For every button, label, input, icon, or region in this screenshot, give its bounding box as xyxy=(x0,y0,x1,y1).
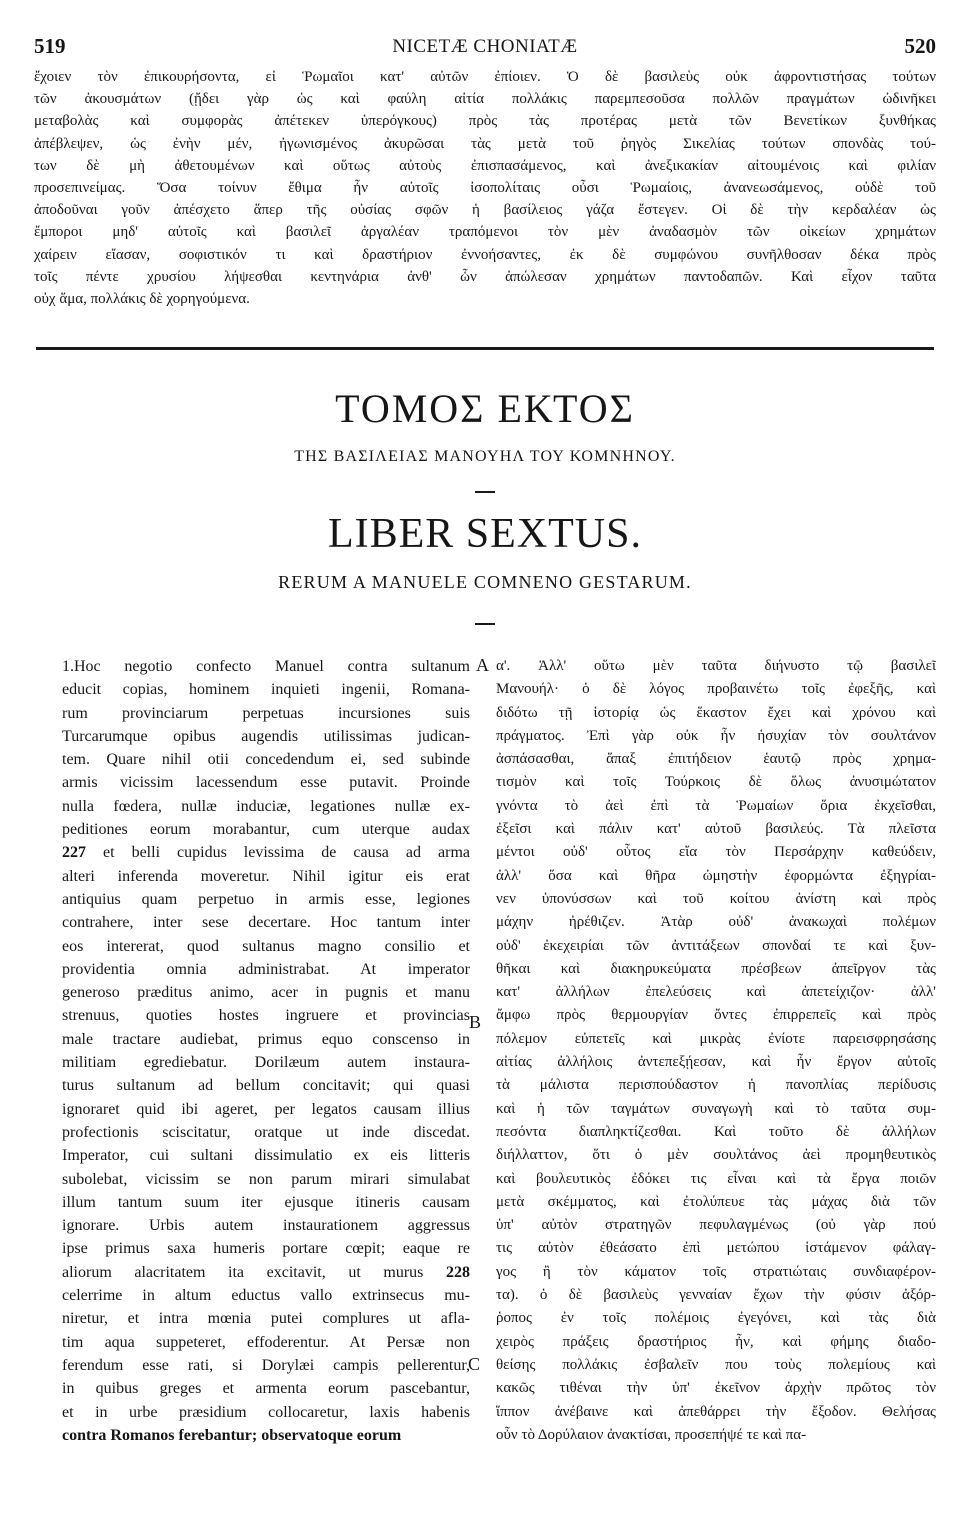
greek-line: α'. Ἀλλ' οὕτω μὲν ταῦτα διήνυστο τῷ βασιλεῖ xyxy=(496,658,936,674)
latin-line: Imperator, cui sultani dissimulatio ex eis litteris xyxy=(62,1147,470,1165)
latin-line: ipse primus saxa humeris portare cœpit; eaque re xyxy=(62,1240,470,1258)
greek-line: μάχην ἠρέθιζεν. Ἀτὰρ οὐδ' ἀνακωχαὶ πολέμων xyxy=(496,914,936,931)
latin-line: militiam egrediebatur. Dorilæum autem instaura- xyxy=(62,1054,470,1072)
margin-letter-b: B xyxy=(469,1012,482,1032)
latin-line: tem. Quare nihil otii concedendum ei, sed subinde xyxy=(62,751,470,769)
tomos-subheading: ΤΗΣ ΒΑΣΙΛΕΙΑΣ ΜΑΝΟΥΗΛ ΤΟΥ ΚΟΜΝΗΝΟΥ. xyxy=(294,448,676,465)
latin-column xyxy=(62,655,470,1447)
text-line: ἀπέβλεψεν, ὡς ἐνὴν μέν, ἠγωνισμένος ἀκυρῶσαι τὰς μετὰ τοῦ ῥηγὸς Σικελίας τούτων σπονδὰς τού- xyxy=(34,135,936,152)
latin-line: antiquius quam perpetuo in armis esse, legiones xyxy=(62,890,470,908)
latin-line: rum provinciarum perpetuas incursiones suis xyxy=(62,704,470,722)
heading-dash xyxy=(475,491,495,493)
latin-line: celerrime in altum eductus vallo extrinsecus mu- xyxy=(62,1287,470,1305)
greek-line: καὶ βουλευτικὸς ἐδόκει τις εἶναι καὶ τὰ ἔργα ποιῶν xyxy=(496,1170,936,1187)
column-number: 227 xyxy=(62,844,86,862)
greek-line: διδότω τῇ ἱστορίᾳ ὡς ἕκαστον ἔχει καὶ χρόνου καὶ xyxy=(496,704,936,721)
greek-line: τα). ὁ δὲ βασιλεὺς γενναίαν ἔχων τὴν φύσιν ἀξόρ- xyxy=(496,1287,936,1304)
latin-line: ignorare. Urbis autem instaurationem aggressus xyxy=(62,1217,470,1235)
text-line: μεταβολὰς καὶ συμφορὰς ἀπέτεκεν ὑπερόγκους) πρὸς τὰς προτέρας μετὰ τῶν Βενετίκων ξυνθήκας xyxy=(34,113,936,130)
latin-line: et in urbe præsidium collocaretur, laxis habenis xyxy=(62,1403,470,1421)
greek-line: ἄμφω πρὸς θερμουργίαν ὄντες ἐπιρρεπεῖς καὶ πρὸς xyxy=(496,1007,936,1024)
page-header xyxy=(34,34,936,62)
latin-line: male tractare audiebat, primus equo conscenso in xyxy=(62,1030,470,1048)
latin-line: eos intererat, quod sultanus magno consilio et xyxy=(62,937,470,955)
greek-line: μέντοι οὐδ' οὗτος εἴα τὸν Περσάρχην καθεύδειν, xyxy=(496,844,936,861)
greek-line: γος ἢ τὸν κάματον τοῖς στρατιώταις συνδιαφέρον- xyxy=(496,1263,936,1280)
latin-line: tim aqua suppeteret, effoderentur. At Persæ non xyxy=(62,1333,470,1351)
latin-line: niretur, et intra mœnia putei complures ut afla- xyxy=(62,1310,470,1328)
latin-line: ferendum esse rati, si Dorylæi campis pellerentur, xyxy=(62,1356,470,1374)
latin-line: alteri inferenda moveretur. Nihil igitur eis erat xyxy=(62,867,470,885)
latin-line: ignoraret quid ibi ageret, per legatos causam illius xyxy=(62,1100,470,1118)
latin-line: aliorum alacritatem ita excitavit, ut murus 228 xyxy=(62,1263,470,1281)
greek-column xyxy=(496,655,936,1447)
greek-line: κακῶς τιθέναι τὴν ὑπ' ἐκεῖνον ἀρχὴν πρῶτος τὸν xyxy=(496,1380,936,1397)
margin-letter-a: A xyxy=(476,655,489,675)
greek-line: νεν ὑπονύσσων καὶ τοῦ κοίτου ἀνίστη καὶ πρὸς xyxy=(496,890,936,907)
greek-line: μετὰ σκέμματος, καὶ ἐτολύπευε τὰς μάχας διὰ τῶν xyxy=(496,1193,936,1210)
greek-line: τισμὸν καὶ τοῖς Τούρκοις δὲ ὅλως ἀνυσιμώτατον xyxy=(496,774,936,791)
text-line: ἔχοιεν τὸν ἐπικουρήσοντα, εἰ Ῥωμαῖοι κατ' αὐτῶν ἐπίοιεν. Ὁ δὲ βασιλεὺς οὐκ ἀφροντιστήσας τούτων xyxy=(34,69,936,85)
latin-line: 1.Hoc negotio confecto Manuel contra sultanum xyxy=(62,658,470,675)
margin-letter-c: C xyxy=(468,1354,481,1374)
heading-dash xyxy=(475,623,495,625)
page-number-right: 520 xyxy=(904,34,936,58)
section-rule xyxy=(36,347,934,350)
latin-line: providentia omnia administrabat. At imperator xyxy=(62,960,470,978)
greek-line: οὖν τὸ Δορύλαιον ἀνακτίσαι, προσεπήψέ τε καὶ πα- xyxy=(496,1426,807,1443)
greek-line: οὐδ' ἐκεχειρίαι τῶν ἀντιτάξεων σπονδαί τε καὶ ξυν- xyxy=(496,937,936,954)
greek-line: διήλλαττον, ὅτι ὁ μὲν σουλτάνος ἀεὶ προμηθευτικὸς xyxy=(496,1147,936,1164)
latin-line: nulla fœdera, nullæ induciæ, legationes nullæ ex- xyxy=(62,797,470,815)
latin-line: 227 et belli cupidus levissima de causa ad arma xyxy=(62,844,470,862)
text-line: χαίρειν εἴασαν, σοφιστικόν τι καὶ δραστήριον ἐννοήσαντες, ἐκ δὲ συμφώνου συνῆλθοσαν δέκα πρὸς xyxy=(34,246,936,263)
liber-subheading: RERUM A MANUELE COMNENO GESTARUM. xyxy=(278,572,692,592)
greek-line: ἵππον ἀνέβαινε καὶ ἀπεθάρρει τὴν ἔξοδον. Θελήσας xyxy=(496,1403,936,1420)
tomos-heading: ΤΟΜΟΣ ΕΚΤΟΣ xyxy=(335,386,635,431)
latin-line: subolebat, vicissim se non parum mirari simulabat xyxy=(62,1170,470,1188)
text-line: προσεπινείμας. Ὅσα τοίνυν ἔθιμα ἦν αὐτοῖς ἰσοπολίταις οὖσι Ῥωμαίοις, ἀνανεωσάμενος, οὐδὲ τοῦ xyxy=(34,179,936,196)
latin-line: turus sultanum ad bellum concitavit; qui quasi xyxy=(62,1077,470,1095)
greek-line: κατ' ἀλλήλων ἐπελεύσεις καὶ ἀπετείχιζον· ἀλλ' xyxy=(496,984,936,1001)
latin-line: contrahere, inter sese decertare. Hoc tantum inter xyxy=(62,914,470,932)
greek-line: πράγματος. Ἐπὶ γὰρ οὐκ ἦν ἡσυχίαν τὸν σουλτάνον xyxy=(496,727,936,744)
text-line: οὐχ ἅμα, πολλάκις δὲ χορηγούμενα. xyxy=(34,290,250,307)
text-line: ἀποδοῦναι γοῦν ἀπέσχετο ἅπερ τῆς οὐσίας σφῶν ἡ βασίλειος γάζα ἔστεγεν. Οἱ δὲ τὴν κερδαλέαν ὡς xyxy=(34,202,936,219)
greek-line: αἰτίας ἀλλήλοις ἀντεπεξῄεσαν, καὶ ἦν ἔργον αὐτοῖς xyxy=(496,1054,936,1071)
latin-line: profectionis sciscitatur, oratque ut inde discedat. xyxy=(62,1123,470,1141)
greek-line: ῥοπος ἐν τοῖς πολέμοις ἐγεγόνει, καὶ τὰς διὰ xyxy=(496,1310,936,1327)
latin-line: armis vicissim lacessendum esse putavit. Proinde xyxy=(62,774,470,792)
latin-line: illum tantum suum iter ejusque itineris causam xyxy=(62,1193,470,1211)
greek-line: ὑπ' αὐτὸν στρατηγῶν πεφυλαγμένως (οὐ γὰρ πού xyxy=(496,1217,936,1234)
greek-line: θείσης πολλάκις ἐσβαλεῖν που τοὺς πολεμίους καὶ xyxy=(496,1356,936,1373)
latin-line: strenuus, quoties hostes ingruere et provincias xyxy=(62,1007,470,1025)
latin-line: educit copias, hominem inquieti ingenii, Romana- xyxy=(62,681,470,699)
text-line: των δὲ μὴ ἀθετουμένων καὶ οὕτως αὐτοὺς ἐπισπασάμενος, καὶ ἀνεξικακίαν αἰτουμένοις καὶ φιλίαν xyxy=(34,157,936,174)
page-number-left: 519 xyxy=(34,34,66,58)
greek-line: πόλεμον εὐπετεῖς καὶ μικρὰς ἐνίοτε παρεισφρησάσης xyxy=(496,1030,936,1047)
text-line: τῶν ἀκουσμάτων (ᾔδει γὰρ ὡς καὶ φαύλη αἰτία πολλάκις παρεμπεσοῦσα πολλῶν πραγμάτων ὠδινῆκει xyxy=(34,91,936,108)
latin-line: contra Romanos ferebantur; observatoque eorum xyxy=(62,1426,402,1444)
text-line: ἔμποροι μηδ' αὐτοῖς καὶ βασιλεῖ ἀργαλέαν τραπόμενοι τὸν μὲν ἀναδασμὸν τῶν οἰκείων χρημάτων xyxy=(34,224,936,241)
greek-line: καὶ ἡ τῶν ταγμάτων συναγωγὴ καὶ τὸ ταῦτα συμ- xyxy=(496,1100,936,1117)
greek-line: ἀλλ' ὅσα καὶ θῆρα ὠμηστὴν ἐφορμώντα ἐξηγρίαι- xyxy=(496,867,936,884)
liber-heading: LIBER SEXTUS. xyxy=(327,511,642,557)
text-line: τοῖς πέντε χρυσίου λήψεσθαι κεντηνάρια ἀνθ' ὧν ἀπώλεσαν χρημάτων παντοδαπῶν. Καὶ εἶχον ταῦτα xyxy=(34,268,936,285)
greek-line: χειρὸς πράξεις δραστήριος ἦν, καὶ φήμης διαδο- xyxy=(496,1333,936,1350)
greek-line: γνόντα τὸ ἀεὶ ἐπὶ τὰ Ῥωμαίων ὅρια ἐκχεῖσθαι, xyxy=(496,797,936,814)
latin-line: peditiones eorum morabantur, cum uterque audax xyxy=(62,821,470,839)
greek-line: Μανουήλ· ὁ δὲ λόγος προβαινέτω τοῖς ἐφεξῆς, καὶ xyxy=(496,681,936,698)
greek-line: ἀσπάσασθαι, ἅπαξ ἐπιτήδειον ἑαυτῷ πρὸς χρημα- xyxy=(496,751,936,768)
latin-line: generoso præditus animo, acer in pugnis et manu xyxy=(62,984,470,1002)
column-number: 228 xyxy=(446,1263,470,1281)
latin-line: in quibus greges et armenta eorum pascebantur, xyxy=(62,1380,470,1398)
greek-line: τις αὐτὸν ἐθεάσατο ἐπὶ μετώπου ἱστάμενον φάλαγ- xyxy=(496,1240,936,1257)
latin-line: Turcarumque opibus augendis utilissimas judican- xyxy=(62,727,470,745)
greek-line: τὰ μάλιστα περισπούδαστον ἡ πανοπλίας περίδυσις xyxy=(496,1077,936,1094)
running-title: NICETÆ CHONIATÆ xyxy=(392,36,578,57)
greek-line: ἐξεῖσι καὶ πάλιν κατ' αὐτοῦ βασιλεύς. Τὰ πλεῖστα xyxy=(496,821,936,838)
top-greek-paragraph xyxy=(34,66,936,310)
greek-line: πεσόντα διαπληκτίζεσθαι. Καὶ τοῦτο δὲ ἀλλήλων xyxy=(496,1123,936,1140)
greek-line: θῆκαι καὶ διακηρυκεύματα πρέσβεων ἀπεῖργον τὰς xyxy=(496,960,936,977)
